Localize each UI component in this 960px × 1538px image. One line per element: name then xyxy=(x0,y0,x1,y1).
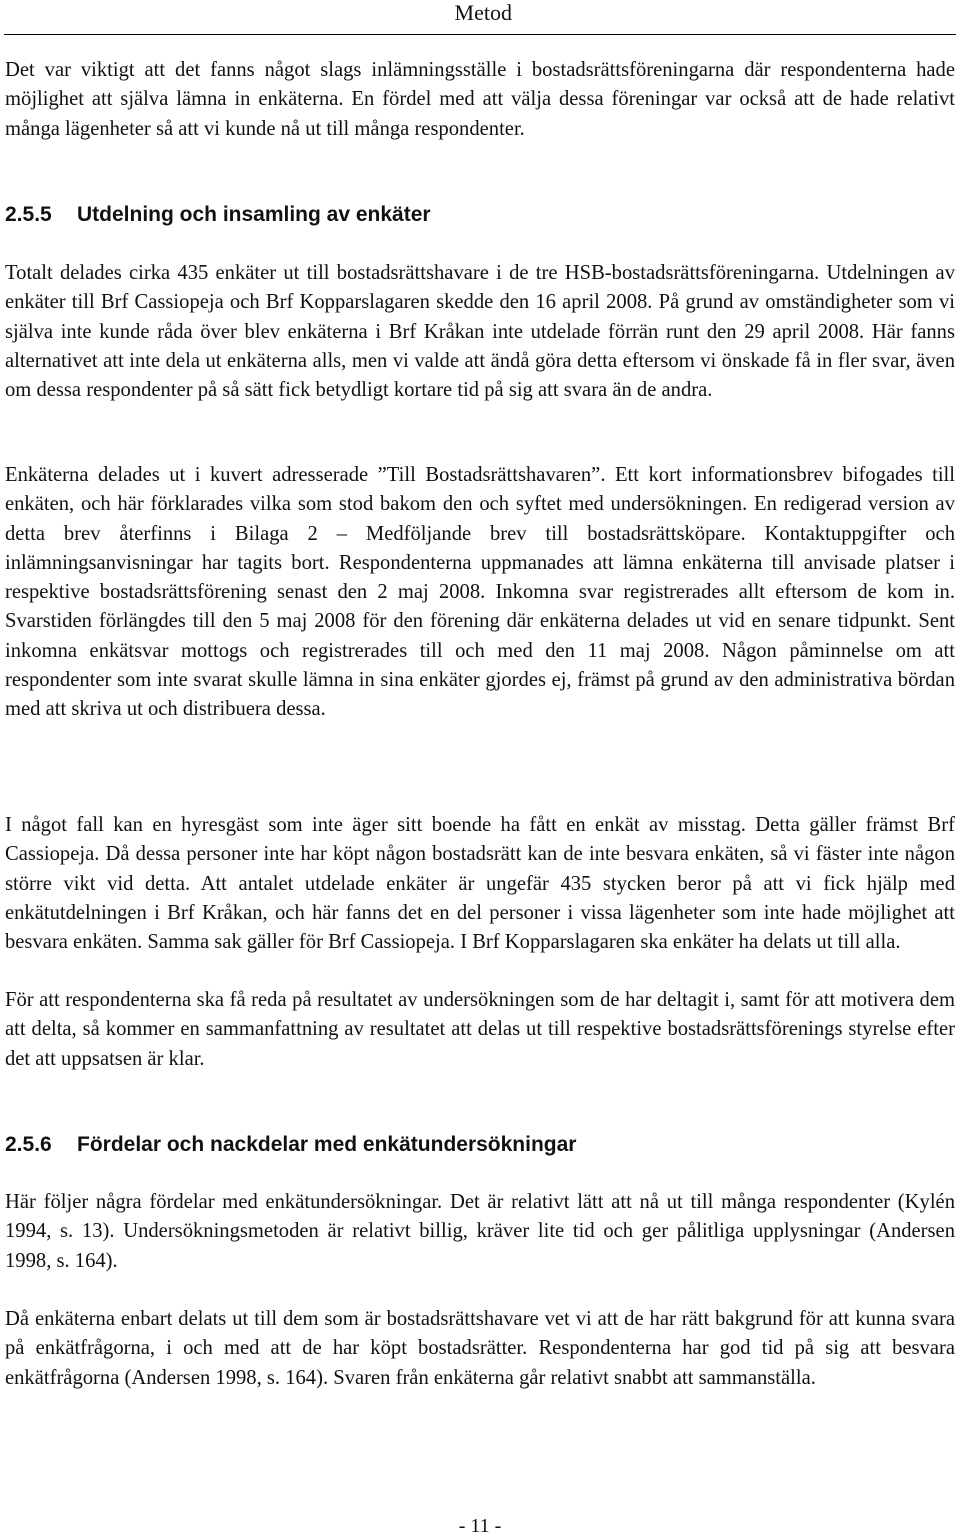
paragraph-text: Totalt delades cirka 435 enkäter ut till bostadsrättshavare i de tre HSB-bostadsrättsföreningarna. Utdelningen av enkäter till Brf Cassiopeja och Brf Kopparslagaren skedde den 16 april 2008. På grund av omständigheter som vi själva inte kunde råda över blev enkäterna i Brf Kråkan inte utdelade förrän runt den 29 april 2008. Här fanns alternativet att inte dela ut enkäterna alls, men vi valde att ändå göra detta eftersom vi önskade få in fler svar, även om dessa respondenter på så sätt fick betydligt kortare tid på sig att svara än de andra. xyxy=(5,262,955,402)
section-number: 2.5.5 xyxy=(5,203,52,226)
page-number: - 11 - xyxy=(458,1515,502,1537)
header-rule xyxy=(4,34,956,35)
section-number: 2.5.6 xyxy=(5,1133,52,1156)
section-heading-2-5-6 xyxy=(5,1132,576,1158)
paragraph-text: I något fall kan en hyresgäst som inte äger sitt boende ha fått en enkät av misstag. Detta gäller främst Brf Cassiopeja. Då dessa personer inte har köpt någon bostadsrätt kan de inte besvara enkäten, så vi fäster inte någon större vikt vid detta. Att antalet utdelade enkäter är ungefär 435 stycken beror på att vi fick hjälp med enkätutdelningen i Brf Kråkan, och här fanns det en del personer i vissa lägenheter som inte hade möjlighet att besvara enkäten. Samma sak gäller för Brf Cassiopeja. I Brf Kopparslagaren ska enkäter ha delats ut till alla. xyxy=(5,814,955,954)
paragraph-text: Enkäterna delades ut i kuvert adresserade ”Till Bostadsrättshavaren”. Ett kort informationsbrev bifogades till enkäten, och här förklarades vilka som stod bakom den och syftet med undersökningen. En redigerad version av detta brev återfinns i Bilaga 2 – Medföljande brev till bostadsrättsköpare. Kontaktuppgifter och inlämningsanvisningar har tagits bort. Respondenterna uppmanades att lämna enkäterna till anvisade platser i respektive bostadsrättsförening senast den 2 maj 2008. Inkomna svar registrerades allt eftersom de kom in. Svarstiden förlängdes till den 5 maj 2008 för den förening där enkäterna delades ut vid en senare tidpunkt. Sent inkomna enkätsvar mottogs och registrerades till och med den 11 maj 2008. Någon påminnelse om att respondenter som inte svarat skulle lämna in sina enkäter gjordes ej, främst på grund av den administrativa bördan med att skriva ut och distribuera dessa. xyxy=(5,464,955,721)
paragraph-text: För att respondenterna ska få reda på resultatet av undersökningen som de har deltagit i, samt för att motivera dem att delta, så kommer en sammanfattning av resultatet att delas ut till respektive bostadsrättsförenings styrelse efter det att uppsatsen är klar. xyxy=(5,989,955,1070)
paragraph-background xyxy=(5,1305,955,1393)
paragraph-envelopes xyxy=(5,461,955,725)
running-header: Metod xyxy=(454,0,512,25)
section-title: Fördelar och nackdelar med enkätundersökningar xyxy=(77,1133,577,1156)
paragraph-text: Det var viktigt att det fanns något slags inlämningsställe i bostadsrättsföreningarna där respondenterna hade möjlighet att själva lämna in enkäterna. En fördel med att välja dessa föreningar var också att de hade relativt många lägenheter så att vi kunde nå ut till många respondenter. xyxy=(5,59,955,140)
paragraph-intro xyxy=(5,56,955,144)
paragraph-text: Här följer några fördelar med enkätundersökningar. Det är relativt lätt att nå ut till många respondenter (Kylén 1994, s. 13). Undersökningsmetoden är relativt billig, kräver lite tid och ger pålitliga upplysningar (Andersen 1998, s. 164). xyxy=(5,1191,955,1272)
paragraph-tenants xyxy=(5,811,955,957)
paragraph-text: Då enkäterna enbart delats ut till dem som är bostadsrättshavare vet vi att de har rätt bakgrund för att kunna svara på enkätfrågorna, i och med att de har köpt bostadsrätter. Respondenterna har god tid på sig att besvara enkätfrågorna (Andersen 1998, s. 164). Svaren från enkäterna går relativt snabbt att sammanställa. xyxy=(5,1308,955,1389)
paragraph-distribution xyxy=(5,259,955,405)
section-heading-2-5-5 xyxy=(5,202,431,228)
paragraph-advantages xyxy=(5,1188,955,1276)
section-title: Utdelning och insamling av enkäter xyxy=(77,203,431,226)
paragraph-results xyxy=(5,986,955,1074)
